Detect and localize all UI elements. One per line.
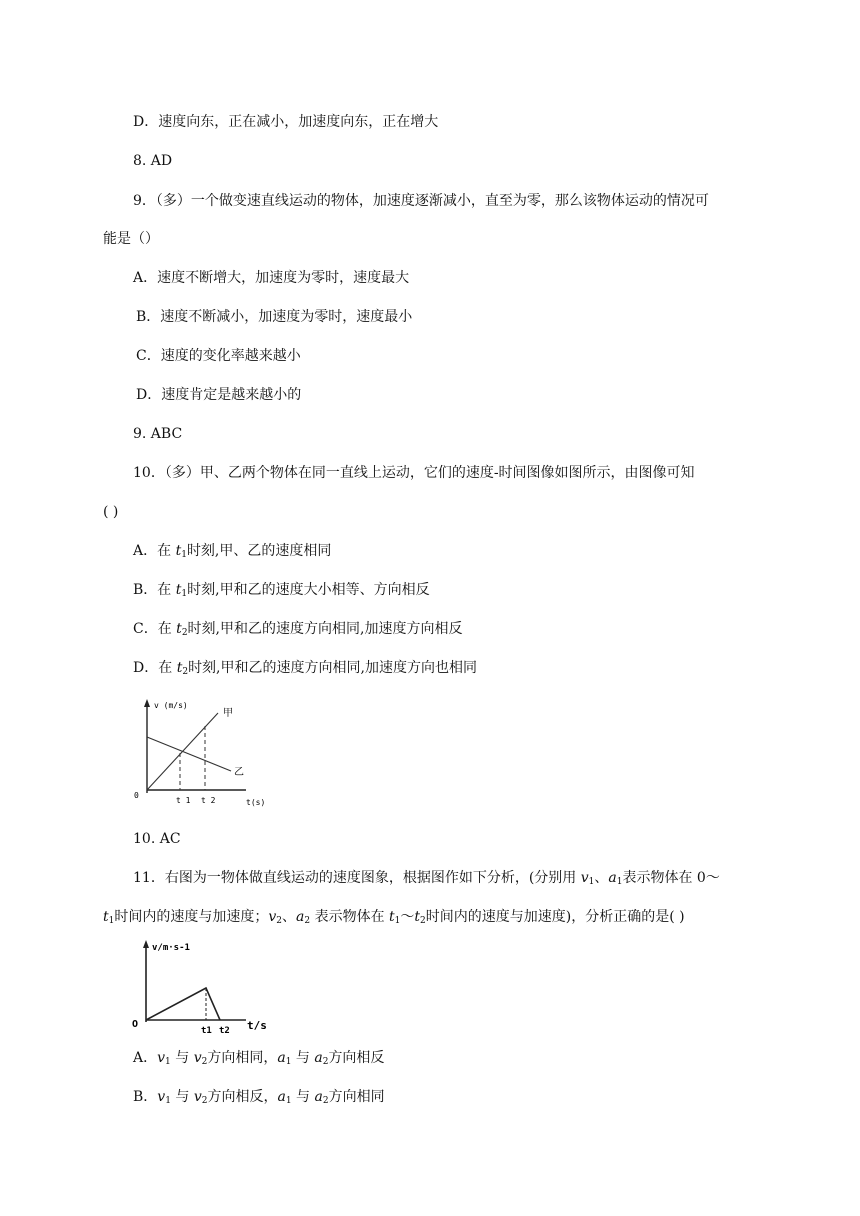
q11-vt-graph bbox=[128, 938, 268, 1035]
q11-y-arrow bbox=[143, 940, 149, 948]
q9-option-a: A．速度不断增大，加速度为零时，速度最大 bbox=[133, 270, 410, 286]
q10-y-arrow bbox=[144, 699, 150, 707]
q11-option-a: A．$v_1$ 与 $v_2$方向相同，$a_1$ 与 $a_2$方向相反 bbox=[133, 1050, 385, 1067]
q10-stem-line2: ( ) bbox=[103, 504, 119, 520]
q9-option-c: C．速度的变化率越来越小 bbox=[136, 348, 301, 364]
q8-option-d: D．速度向东，正在减小，加速度向东，正在增大 bbox=[133, 114, 439, 130]
q10-origin: 0 bbox=[134, 791, 139, 800]
q9-stem-line1: 9．（多）一个做变速直线运动的物体，加速度逐渐减小，直至为零，那么该物体运动的情况可 bbox=[133, 193, 709, 209]
q11-option-b: B．$v_1$ 与 $v_2$方向相反，$a_1$ 与 $a_2$方向相同 bbox=[133, 1089, 385, 1106]
q10-label-yi: 乙 bbox=[234, 767, 244, 778]
q9-answer: 9. ABC bbox=[133, 426, 183, 442]
q11-y-label: v/m·s-1 bbox=[152, 943, 190, 953]
q10-y-label: v (m/s) bbox=[154, 701, 188, 710]
q11-tick-t1: t1 bbox=[201, 1026, 212, 1035]
q10-label-jia: 甲 bbox=[223, 708, 233, 719]
q10-x-label: t(s) bbox=[246, 798, 266, 807]
q9-option-b: B．速度不断减小，加速度为零时，速度最小 bbox=[136, 309, 413, 325]
q11-tick-t2: t2 bbox=[219, 1026, 230, 1035]
q11-velocity-line bbox=[146, 988, 220, 1020]
q10-line-yi bbox=[147, 737, 231, 771]
q11-origin: O bbox=[132, 1019, 139, 1030]
q9-stem-line2: 能是（） bbox=[103, 231, 159, 247]
q10-option-d: D．在 $t_2$时刻,甲和乙的速度方向相同,加速度方向也相同 bbox=[133, 660, 477, 677]
q9-option-d: D．速度肯定是越来越小的 bbox=[136, 387, 302, 403]
q10-stem-line1: 10．（多）甲、乙两个物体在同一直线上运动，它们的速度-时间图像如图所示，由图像可知 bbox=[133, 465, 695, 481]
q11-stem-line2: $t_1$时间内的速度与加速度；$v_2$、$a_2$ 表示物体在 $t_1\sim t_2$时间内的速度与加速度)，分析正确的是( ) bbox=[103, 909, 685, 926]
q11-x-label: t/s bbox=[247, 1019, 267, 1032]
q10-vt-graph bbox=[128, 695, 278, 810]
q10-answer: 10. AC bbox=[133, 831, 181, 847]
q10-option-a: A．在 $t_1$时刻,甲、乙的速度相同 bbox=[133, 543, 332, 560]
q10-tick-t2: t 2 bbox=[201, 796, 216, 805]
q8-answer: 8. AD bbox=[133, 153, 173, 169]
q10-option-b: B．在 $t_1$时刻,甲和乙的速度大小相等、方向相反 bbox=[133, 582, 430, 599]
q11-stem-line1: 11．右图为一物体做直线运动的速度图象，根据图作如下分析，(分别用 $v_1$、$a_1$表示物体在 0～ bbox=[133, 870, 720, 887]
q10-option-c: C．在 $t_2$时刻,甲和乙的速度方向相同,加速度方向相反 bbox=[133, 621, 463, 638]
q10-tick-t1: t 1 bbox=[176, 796, 191, 805]
